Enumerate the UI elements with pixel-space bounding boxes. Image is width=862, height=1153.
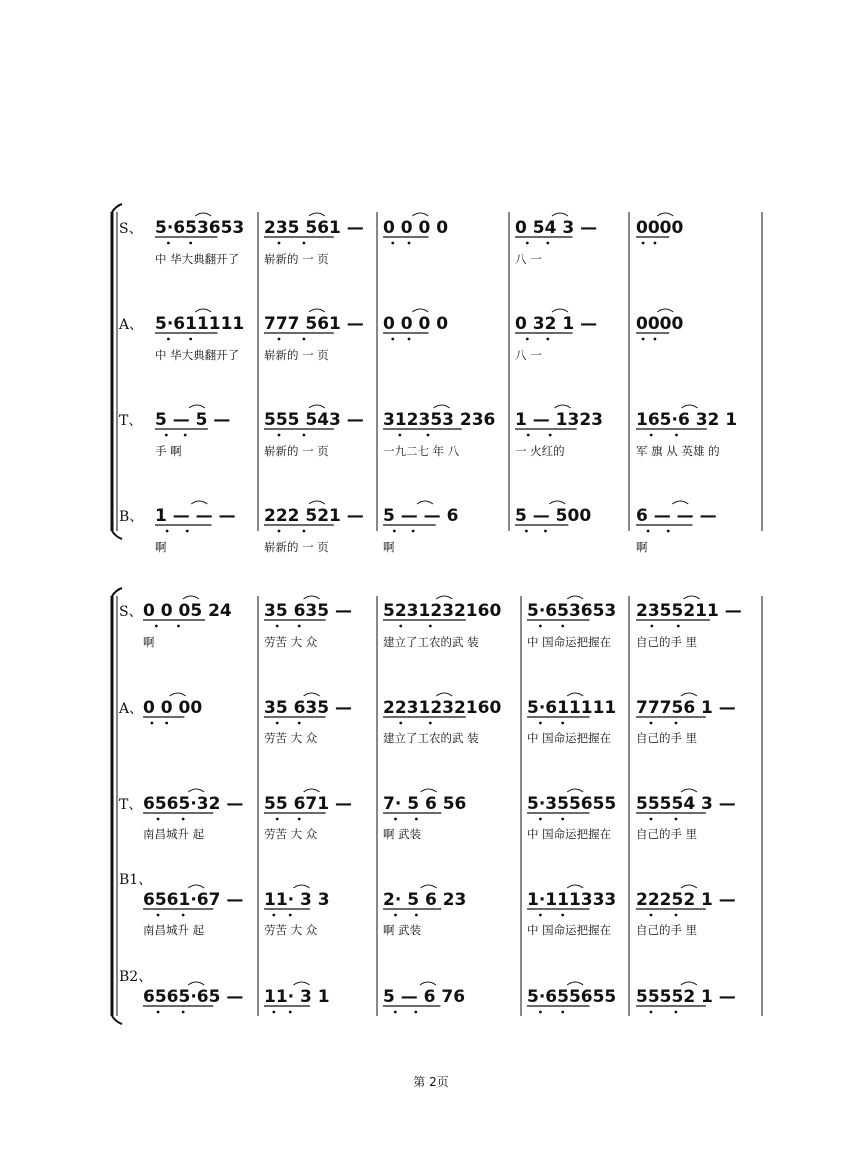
octave-dot [647,530,650,533]
octave-dot [289,914,292,917]
octave-dot [654,338,657,341]
lyric-text: 啊 [636,540,648,554]
slur [681,693,697,696]
slur [436,693,452,696]
octave-dot [303,434,306,437]
measure-notes: 0000 [636,218,684,238]
octave-dot [278,530,281,533]
octave-dot [642,242,645,245]
measure-notes: 2231232160 [383,698,502,718]
measure-notes: 0000 [636,314,684,334]
voice-label: B1、 [119,872,153,888]
octave-dot [167,242,170,245]
lyric-text: 崭新的 一 页 [264,348,329,362]
octave-dot [303,338,306,341]
lyric-text: 八 一 [515,348,542,362]
slur [436,596,452,599]
measure-notes: 6565·65 — [143,987,244,1007]
octave-dot [546,242,549,245]
octave-dot [186,530,189,533]
octave-dot [561,818,564,821]
lyric-text: 劳苦 大 众 [264,731,318,745]
octave-dot [650,722,653,725]
octave-dot [650,914,653,917]
octave-dot [427,434,430,437]
lyric-text: 自己的手 里 [636,923,698,937]
measure-notes: 0 0 0 0 [383,218,449,238]
slur [304,596,320,599]
octave-dot [525,530,528,533]
measure-notes: 6 — — — [636,506,717,526]
octave-dot [272,914,275,917]
octave-dot [677,625,680,628]
octave-dot [650,1011,653,1014]
lyric-text: 啊 武装 [383,923,422,937]
lyric-text: 中 国命运把握在 [527,635,612,649]
measure-notes: 5 — 5 — [155,410,231,430]
measure-notes: 0 0 0 0 [383,314,449,334]
octave-dot [544,530,547,533]
octave-dot [165,434,168,437]
octave-dot [298,722,301,725]
measure-notes: 55 671 — [264,794,352,814]
measure-notes: 55552 1 — [636,987,736,1007]
measure-notes: 1 — 1323 [515,410,603,430]
measure-notes: 235 561 — [264,218,364,238]
measure-notes: 5 — 500 [515,506,592,526]
slur [681,982,697,985]
measure-notes: 11· 3 1 [264,987,330,1007]
octave-dot [414,1011,417,1014]
octave-dot [177,625,180,628]
slur [567,693,583,696]
octave-dot [189,242,192,245]
voice-label: T、 [119,413,143,429]
voice-label: S、 [119,604,143,620]
octave-dot [561,914,564,917]
voice-label: B2、 [119,969,153,985]
lyric-text: 中 国命运把握在 [527,731,612,745]
octave-dot [526,338,529,341]
measure-notes: 35 635 — [264,698,352,718]
slur [657,213,673,216]
octave-dot [272,1011,275,1014]
measure-notes: 35 635 — [264,601,352,621]
lyric-text: 中 国命运把握在 [527,827,612,841]
lyric-text: 自己的手 里 [636,827,698,841]
octave-dot [408,338,411,341]
octave-dot [539,1011,542,1014]
slur [657,309,673,312]
measure-notes: 5·611111 [527,698,617,718]
slur [309,405,325,408]
slur [304,693,320,696]
octave-dot [278,242,281,245]
octave-dot [527,434,530,437]
slur [684,596,700,599]
lyric-text: 劳苦 大 众 [264,635,318,649]
octave-dot [675,722,678,725]
octave-dot [278,338,281,341]
voice-label: S、 [119,221,143,237]
slur [552,213,568,216]
measure-notes: 5·653653 [155,218,245,238]
lyric-text: 崭新的 一 页 [264,252,329,266]
bracket-hook-top [112,204,122,212]
measure-notes: 5231232160 [383,601,502,621]
lyric-text: 啊 [143,635,155,649]
measure-notes: 55554 3 — [636,794,736,814]
slur [681,885,697,888]
measure-notes: 0 32 1 — [515,314,598,334]
slur [189,405,205,408]
slur [188,789,204,792]
slur [549,501,565,504]
lyric-text: 手 啊 [155,444,182,458]
octave-dot [182,1011,185,1014]
measure-notes: 1·111333 [527,890,617,910]
slur [309,213,325,216]
octave-dot [303,530,306,533]
octave-dot [298,818,301,821]
octave-dot [393,530,396,533]
slur [412,309,428,312]
octave-dot [561,1011,564,1014]
voice-label: A、 [119,701,144,717]
slur [567,789,583,792]
octave-dot [539,722,542,725]
slur [567,596,583,599]
octave-dot [667,530,670,533]
octave-dot [675,1011,678,1014]
slur [309,309,325,312]
octave-dot [412,530,415,533]
lyric-text: 劳苦 大 众 [264,827,318,841]
octave-dot [675,914,678,917]
lyric-text: 八 一 [515,252,542,266]
lyric-text: 中 华大典翻开了 [155,348,240,362]
slur [188,982,204,985]
slur [421,885,437,888]
slur [309,501,325,504]
octave-dot [429,722,432,725]
voice-label: B、 [119,509,144,525]
octave-dot [182,914,185,917]
octave-dot [276,818,279,821]
measure-notes: 5·611111 [155,314,245,334]
slur [294,885,310,888]
octave-dot [157,1011,160,1014]
slur [672,501,688,504]
octave-dot [415,818,418,821]
slur [417,501,433,504]
octave-dot [546,338,549,341]
page-number: 第 2页 [413,1075,449,1089]
measure-notes: 0 0 05 24 [143,601,232,621]
slur [412,213,428,216]
measure-notes: 22252 1 — [636,890,736,910]
lyric-text: 南昌城升 起 [143,923,205,937]
slur [681,789,697,792]
slur [681,405,697,408]
octave-dot [391,338,394,341]
measure-notes: 222 521 — [264,506,364,526]
octave-dot [298,625,301,628]
measure-notes: 777 561 — [264,314,364,334]
measure-notes: 5·655655 [527,987,617,1007]
slur [183,596,199,599]
slur [170,693,186,696]
slur [555,405,571,408]
octave-dot [184,434,187,437]
slur [567,885,583,888]
measure-notes: 5 — 6 76 [383,987,466,1007]
lyric-text: 中 华大典翻开了 [155,252,240,266]
octave-dot [391,242,394,245]
octave-dot [394,818,397,821]
octave-dot [561,625,564,628]
slur [421,789,437,792]
octave-dot [303,242,306,245]
lyric-text: 劳苦 大 众 [264,923,318,937]
octave-dot [549,434,552,437]
voice-label: T、 [119,797,143,813]
lyric-text: 建立了工农的武 装 [383,635,479,649]
octave-dot [157,818,160,821]
slur [195,213,211,216]
measure-notes: 555 543 — [264,410,364,430]
lyric-text: 啊 [155,540,167,554]
lyric-text: 崭新的 一 页 [264,540,329,554]
octave-dot [182,818,185,821]
slur [294,982,310,985]
lyric-text: 一九二七 年 八 [383,444,460,458]
octave-dot [675,434,678,437]
measure-notes: 5·653653 [527,601,617,621]
measure-notes: 0 0 00 [143,698,203,718]
measure-notes: 0 54 3 — [515,218,598,238]
lyric-text: 一 火红的 [515,444,565,458]
octave-dot [526,242,529,245]
lyric-text: 啊 武装 [383,827,422,841]
measure-notes: 5·355655 [527,794,617,814]
lyric-text: 自己的手 里 [636,635,698,649]
octave-dot [189,338,192,341]
octave-dot [399,722,402,725]
measure-notes: 6565·32 — [143,794,244,814]
octave-dot [650,818,653,821]
slur [420,982,436,985]
octave-dot [276,625,279,628]
slur [567,982,583,985]
octave-dot [408,242,411,245]
octave-dot [165,722,168,725]
octave-dot [650,625,653,628]
octave-dot [642,338,645,341]
octave-dot [399,625,402,628]
lyric-text: 崭新的 一 页 [264,444,329,458]
lyric-text: 南昌城升 起 [143,827,205,841]
lyric-text: 军 旗 从 英雄 的 [636,444,720,458]
slur [434,405,450,408]
octave-dot [157,914,160,917]
octave-dot [289,1011,292,1014]
measure-notes: 77756 1 — [636,698,736,718]
octave-dot [539,625,542,628]
octave-dot [539,914,542,917]
slur [188,885,204,888]
slur [552,309,568,312]
octave-dot [167,338,170,341]
voice-label: A、 [119,317,144,333]
octave-dot [155,625,158,628]
lyric-text: 自己的手 里 [636,731,698,745]
lyric-text: 建立了工农的武 装 [383,731,479,745]
lyric-text: 啊 [383,540,395,554]
measure-notes: 1 — — — [155,506,236,526]
octave-dot [650,434,653,437]
slur [191,501,207,504]
octave-dot [394,914,397,917]
measure-notes: 7· 5 6 56 [383,794,467,814]
octave-dot [539,818,542,821]
lyric-text: 中 国命运把握在 [527,923,612,937]
bracket-hook-bottom [112,531,122,539]
octave-dot [150,722,153,725]
octave-dot [675,818,678,821]
octave-dot [276,722,279,725]
measure-notes: 6561·67 — [143,890,244,910]
octave-dot [415,914,418,917]
octave-dot [398,434,401,437]
bracket-hook-top [112,588,122,596]
octave-dot [429,625,432,628]
slur [304,789,320,792]
measure-notes: 2355211 — [636,601,742,621]
octave-dot [561,722,564,725]
octave-dot [394,1011,397,1014]
slur [195,309,211,312]
octave-dot [166,530,169,533]
measure-notes: 165·6 32 1 [636,410,738,430]
measure-notes: 5 — — 6 [383,506,459,526]
octave-dot [278,434,281,437]
measure-notes: 312353 236 [383,410,496,430]
octave-dot [654,242,657,245]
bracket-hook-bottom [112,1016,122,1024]
measure-notes: 11· 3 3 [264,890,330,910]
measure-notes: 2· 5 6 23 [383,890,467,910]
